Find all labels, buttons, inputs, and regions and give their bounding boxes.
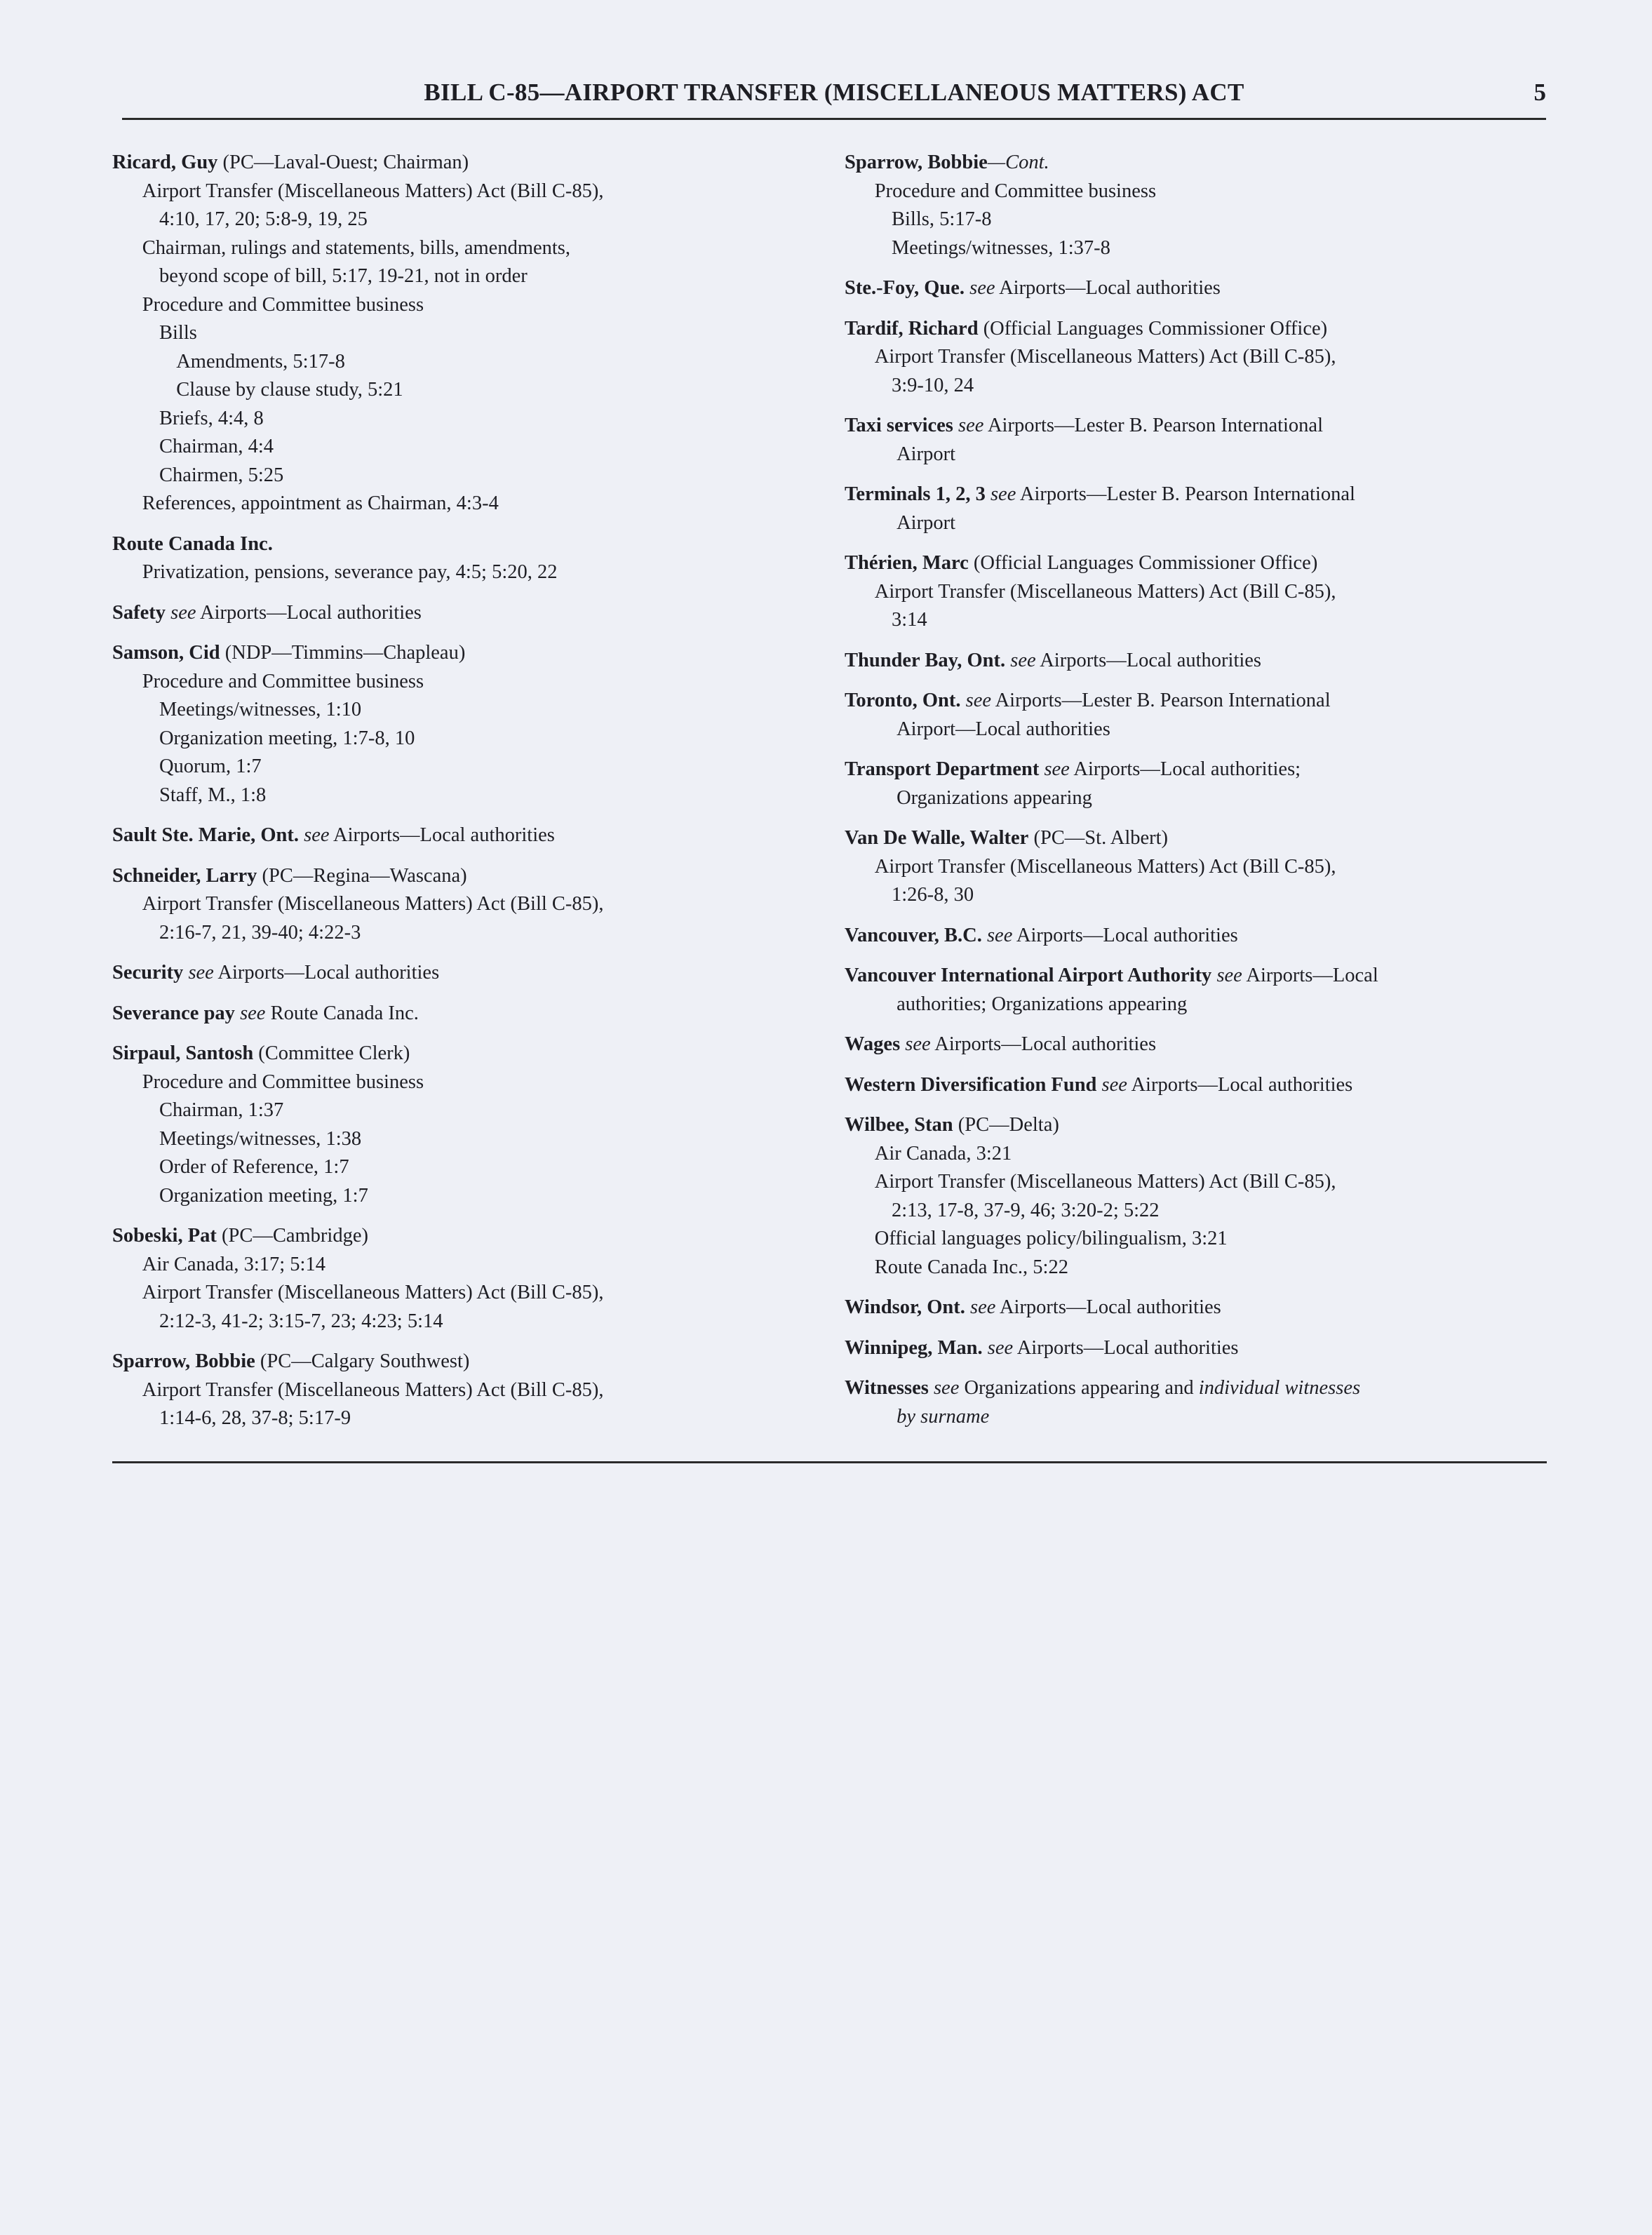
entry-subline: Airport Transfer (Miscellaneous Matters) Act (Bill C-85), [142,180,604,202]
entry-heading [845,274,1546,303]
entry-heading [845,549,1546,578]
index-entry-therien [845,549,1546,635]
entry-subline: Briefs, 4:4, 8 [159,407,264,429]
entry-heading [845,647,1546,676]
continued-marker: —Cont. [987,152,1049,173]
entry-subline: Airport Transfer (Miscellaneous Matters) Act (Bill C-85), [874,580,1336,603]
index-entry-samson [112,639,744,810]
entry-term: Transport Department [845,758,1040,780]
entry-term: Vancouver International Airport Authority [845,965,1212,986]
entry-subline: Airport Transfer (Miscellaneous Matters) Act (Bill C-85), [142,893,604,915]
entry-heading [845,756,1546,784]
entry-term: Witnesses [845,1377,929,1399]
entry-term: Sparrow, Bobbie [112,1350,255,1372]
index-entry-safety [112,599,744,628]
entry-term: Tardif, Richard [845,317,979,340]
entry-heading [112,149,744,177]
entry-subline: Amendments, 5:17-8 [176,350,345,372]
index-entry-wilbee [845,1111,1546,1282]
entry-subline: References, appointment as Chairman, 4:3-4 [142,492,499,514]
entry-term: Severance pay [112,1002,235,1024]
entry-heading [112,1040,744,1068]
index-column-left [112,149,744,1445]
entry-subline: Airport Transfer (Miscellaneous Matters) Act (Bill C-85), [874,1171,1336,1193]
see-reference: see [958,415,984,436]
entry-subline: Chairmen, 5:25 [159,464,284,486]
entry-subline: Official languages policy/bilingualism, 3:21 [874,1228,1228,1249]
entry-description: Airports—Lester B. Pearson International [1016,483,1355,505]
entry-heading [112,599,744,628]
entry-description: (PC—Delta) [953,1114,1059,1136]
index-entry-wages [845,1031,1546,1059]
entry-description: (Committee Clerk) [253,1042,410,1064]
index-entry-sparrow-cont [845,149,1546,262]
entry-description: Organizations appearing and [959,1377,1199,1399]
entry-term: Vancouver, B.C. [845,924,982,946]
entry-term: Windsor, Ont. [845,1296,965,1318]
entry-term: Safety [112,601,166,624]
page-number: 5 [1533,79,1546,106]
see-reference: see [933,1377,960,1399]
entry-description: Airports—Local [1242,965,1378,986]
entry-description: (PC—Calgary Southwest) [255,1350,470,1372]
entry-heading [845,1031,1546,1059]
entry-subline: Meetings/witnesses, 1:37-8 [891,236,1110,259]
entry-heading [845,1294,1546,1322]
entry-subline: Airport Transfer (Miscellaneous Matters) Act (Bill C-85), [142,1378,604,1401]
entry-subline: Airport Transfer (Miscellaneous Matters) Act (Bill C-85), [874,346,1336,368]
entry-subline: 3:9-10, 24 [891,374,974,396]
entry-subline: 2:12-3, 41-2; 3:15-7, 23; 4:23; 5:14 [159,1310,443,1332]
entry-heading [845,1071,1546,1100]
entry-subline: Clause by clause study, 5:21 [176,379,403,401]
entry-description: Airports—Local authorities [995,277,1221,299]
entry-description: Airports—Local authorities [196,601,422,624]
see-reference: see [240,1002,266,1024]
index-entry-winnipeg [845,1334,1546,1363]
entry-subline: Chairman, 4:4 [159,436,274,457]
entry-subline: beyond scope of bill, 5:17, 19-21, not in order [159,265,528,287]
entry-heading [112,1222,744,1251]
entry-subline: Chairman, 1:37 [159,1099,284,1121]
entry-subline: Airport [896,511,955,534]
entry-heading [845,687,1546,716]
entry-subline: Bills, 5:17-8 [891,208,992,230]
entry-term: Samson, Cid [112,642,220,664]
entry-description: Airports—Local authorities [329,824,555,846]
index-entry-tardif [845,315,1546,401]
entry-subline: Air Canada, 3:21 [874,1142,1012,1165]
index-entry-sobeski [112,1222,744,1336]
see-reference: see [969,277,995,299]
see-reference: see [987,1336,1014,1359]
index-entry-ricard [112,149,744,518]
entry-description: (PC—Laval-Ouest; Chairman) [217,152,469,173]
entry-heading [845,962,1546,991]
index-entry-terminals [845,481,1546,537]
index-entry-western-diversification [845,1071,1546,1100]
entry-term: Winnipeg, Man. [845,1336,983,1359]
entry-description: Airports—Lester B. Pearson International [991,690,1331,711]
entry-term: Wages [845,1033,901,1055]
entry-subline: Airport—Local authorities [896,718,1110,740]
entry-description: Airports—Local authorities [1127,1073,1353,1096]
entry-term: Thérien, Marc [845,552,969,574]
entry-heading [112,1348,744,1376]
see-reference: see [965,690,992,711]
entry-subline: Chairman, rulings and statements, bills, amendments, [142,236,571,259]
entry-term: Western Diversification Fund [845,1073,1097,1096]
see-reference: see [304,824,330,846]
entry-subline: Airport Transfer (Miscellaneous Matters) Act (Bill C-85), [142,1282,604,1303]
see-reference: see [170,601,196,624]
index-entry-toronto [845,687,1546,744]
entry-term: Thunder Bay, Ont. [845,649,1006,671]
entry-heading [112,530,744,559]
entry-term: Taxi services [845,415,953,436]
see-reference: see [986,924,1013,946]
entry-subline: 1:14-6, 28, 37-8; 5:17-9 [159,1407,351,1429]
entry-subline: Procedure and Committee business [142,670,424,692]
entry-term: Sirpaul, Santosh [112,1042,254,1064]
entry-term: Wilbee, Stan [845,1114,953,1136]
see-reference: see [188,962,214,984]
entry-subline: Procedure and Committee business [142,1070,424,1093]
entry-heading [845,149,1546,177]
entry-subline: 2:16-7, 21, 39-40; 4:22-3 [159,921,361,944]
entry-subline: Organization meeting, 1:7 [159,1184,368,1207]
index-entry-schneider [112,862,744,948]
entry-subline: Route Canada Inc., 5:22 [874,1256,1068,1278]
entry-subline: Procedure and Committee business [142,293,424,316]
entry-heading [845,824,1546,853]
entry-heading [845,412,1546,441]
index-entry-sparrow [112,1348,744,1433]
entry-heading [112,821,744,850]
entry-term: Terminals 1, 2, 3 [845,483,986,505]
index-entry-sault-ste-marie [112,821,744,850]
entry-description: Airports—Local authorities [995,1296,1221,1318]
entry-subline: Organizations appearing [896,786,1092,809]
entry-term: Ste.-Foy, Que. [845,277,965,299]
index-entry-security [112,959,744,988]
entry-term: Van De Walle, Walter [845,827,1029,849]
index-entry-windsor [845,1294,1546,1322]
entry-heading [112,959,744,988]
entry-description: (Official Languages Commissioner Office) [968,552,1318,574]
entry-subline: Staff, M., 1:8 [159,784,267,806]
entry-subline: 4:10, 17, 20; 5:8-9, 19, 25 [159,208,368,230]
entry-subline: Privatization, pensions, severance pay, 4:5; 5:20, 22 [142,561,558,583]
entry-subline: Organization meeting, 1:7-8, 10 [159,727,415,749]
entry-description: (NDP—Timmins—Chapleau) [220,642,466,664]
entry-subline: Order of Reference, 1:7 [159,1156,349,1178]
entry-term: Toronto, Ont. [845,690,961,711]
index-entry-sirpaul [112,1040,744,1210]
index-entry-taxi-services [845,412,1546,469]
index-entry-van-de-walle [845,824,1546,910]
entry-description: (PC—Cambridge) [216,1225,368,1247]
index-entry-route-canada [112,530,744,587]
footer-rule [112,1461,1547,1463]
entry-description: Airports—Local authorities; [1069,758,1301,780]
index-entry-vancouver [845,922,1546,951]
entry-heading [112,1000,744,1028]
entry-subline: Meetings/witnesses, 1:10 [159,699,362,720]
entry-term: Sobeski, Pat [112,1225,217,1247]
index-entry-vancouver-airport-authority [845,962,1546,1019]
entry-term: Security [112,962,184,984]
entry-description: Airports—Local authorities [1035,649,1262,671]
see-reference: see [905,1033,931,1055]
index-entry-ste-foy [845,274,1546,303]
index-entry-transport-department [845,756,1546,812]
entry-term: Schneider, Larry [112,864,257,887]
entry-description: Airports—Local authorities [1012,924,1238,946]
entry-heading [112,639,744,668]
entry-description: Airports—Local authorities [1013,1336,1239,1359]
see-reference: see [1216,965,1242,986]
entry-description: Airports—Local authorities [213,962,440,984]
entry-term: Route Canada Inc. [112,532,273,555]
index-entry-severance-pay [112,1000,744,1028]
see-reference: see [990,483,1016,505]
entry-subline: Air Canada, 3:17; 5:14 [142,1253,325,1275]
see-reference: see [970,1296,996,1318]
entry-description: (PC—Regina—Wascana) [257,864,467,887]
entry-description: (Official Languages Commissioner Office) [978,317,1328,340]
entry-subline: by surname [896,1405,990,1428]
entry-description: (PC—St. Albert) [1028,827,1169,849]
page-title: BILL C-85—AIRPORT TRANSFER (MISCELLANEOUS MATTERS) ACT [424,79,1244,106]
index-entry-thunder-bay [845,647,1546,676]
entry-subline: Quorum, 1:7 [159,756,262,777]
entry-heading [845,1111,1546,1140]
entry-term: Ricard, Guy [112,152,218,173]
index-entry-witnesses [845,1374,1546,1431]
entry-subline: 2:13, 17-8, 37-9, 46; 3:20-2; 5:22 [891,1199,1160,1221]
entry-heading [845,1334,1546,1363]
entry-heading [845,922,1546,951]
entry-description-italic: individual witnesses [1198,1377,1361,1399]
entry-subline: 1:26-8, 30 [891,884,974,906]
entry-subline: Procedure and Committee business [874,180,1157,202]
entry-description: Airports—Lester B. Pearson International [983,415,1324,436]
entry-subline: Airport Transfer (Miscellaneous Matters) Act (Bill C-85), [874,855,1336,878]
entry-subline: Meetings/witnesses, 1:38 [159,1127,362,1150]
entry-subline: 3:14 [891,609,927,631]
entry-description: Airports—Local authorities [930,1033,1157,1055]
see-reference: see [1101,1073,1127,1096]
entry-subline: authorities; Organizations appearing [896,993,1188,1015]
see-reference: see [1010,649,1036,671]
index-column-right [845,149,1546,1443]
see-reference: see [1044,758,1070,780]
entry-heading [112,862,744,891]
entry-subline: Airport [896,443,955,465]
entry-term: Sparrow, Bobbie [845,152,988,173]
entry-subline: Bills [159,322,197,344]
entry-heading [845,315,1546,344]
entry-term: Sault Ste. Marie, Ont. [112,824,299,846]
entry-heading [845,481,1546,509]
entry-heading [845,1374,1546,1403]
entry-description: Route Canada Inc. [265,1002,419,1024]
page-header [122,79,1546,120]
